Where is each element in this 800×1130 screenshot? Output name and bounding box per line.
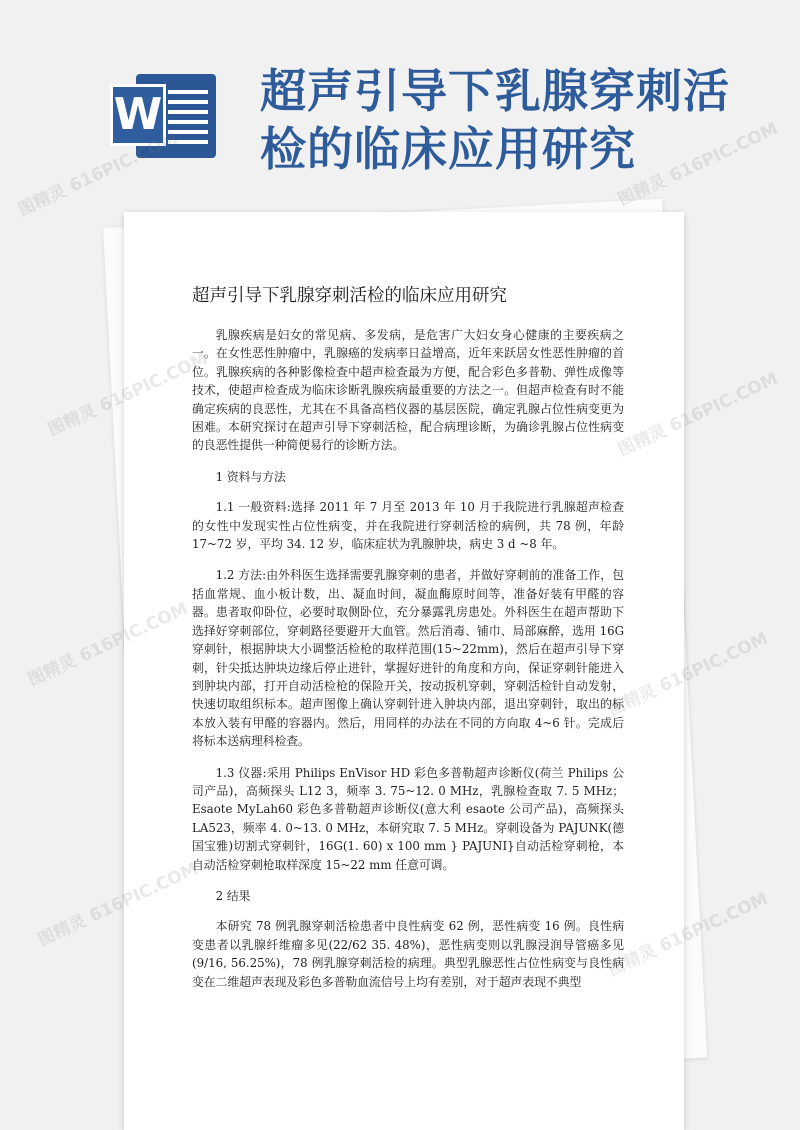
word-doc-line — [168, 100, 208, 104]
watermark: 图精灵 616PIC.COM — [34, 858, 202, 951]
section-heading-methods: 1 资料与方法 — [215, 469, 286, 484]
document-body — [192, 326, 624, 1004]
watermark: 图精灵 616PIC.COM — [24, 598, 192, 691]
watermark: 图精灵 616PIC.COM — [614, 118, 782, 211]
watermark: 616PIC.COM — [656, 888, 772, 957]
watermark: 图精灵 616PIC.COM — [14, 128, 182, 221]
paragraph-results: 本研究 78 例乳腺穿刺活检患者中良性病变 62 例，恶性病变 16 例。良性病变患者以乳腺纤维瘤多见(22/62 35. 48%)，恶性病变则以乳腺浸润导管癌多见(9/16, 56.25%)，78 例乳腺穿刺活检的病理。典型乳腺恶性占位性病变与良性病变在二维超声表现及彩色多普勒血流信号上均有差别，对于超声表现不典型 — [192, 919, 624, 989]
paragraph-general-data: 1.1 一般资料:选择 2011 年 7 月至 2013 年 10 月于我院进行乳腺超声检查的女性中发现实性占位性病变，并在我院进行穿刺活检的病例，共 78 例，年龄 17~72 岁，平均 34. 12 岁，临床症状为乳腺肿块，病史 3 d ~8 年。 — [192, 500, 624, 552]
watermark: 图精灵 616PIC.COM — [614, 368, 782, 461]
document-title: 超声引导下乳腺穿刺活检的临床应用研究 — [192, 286, 507, 306]
word-badge-letter: W — [110, 84, 166, 146]
word-document-icon — [110, 70, 220, 162]
paragraph-intro: 乳腺疾病是妇女的常见病、多发病，是危害广大妇女身心健康的主要疾病之一。在女性恶性肿瘤中，乳腺癌的发病率日益增高，近年来跃居女性恶性肿瘤的首位。乳腺疾病的各种影像检查中超声检查最为方便，配合彩色多普勒、弹性成像等技术，使超声检查成为临床诊断乳腺疾病最重要的方法之一。但超声检查有时不能确定疾病的良恶性，尤其在不具备高档仪器的基层医院，确定乳腺占位性病变更为困难。本研究探讨在超声引导下穿刺活检，配合病理诊断，为确诊乳腺占位性病变的良恶性提供一种简便易行的诊断方法。 — [192, 328, 624, 453]
section-heading-results: 2 结果 — [215, 888, 251, 903]
watermark: 图精灵 — [44, 400, 100, 441]
watermark: 图精灵 616PIC.COM — [604, 628, 772, 721]
word-doc-line — [168, 120, 208, 124]
document-page — [124, 212, 684, 1130]
paragraph-instruments: 1.3 仪器:采用 Philips EnVisor HD 彩色多普勒超声诊断仪(荷兰 Philips 公司产品)，高频探头 L12 3，频率 3. 75~12. 0 MHz，乳腺检查取 7. 5 MHz；Esaote MyLah60 彩色多普勒超声诊断仪(意大利 esaote 公司产品)，高频探头 LA523，频率 4. 0~13. 0 MHz，本研究取 7. 5 MHz。穿刺设备为 PAJUNK(德国宝雅)切割式穿刺针，16G(1. 60) x 100 mm } PAJUNI}自动活检穿刺枪，本自动活检穿刺枪取样深度 15~22 mm 任意可调。 — [192, 765, 624, 872]
banner-title: 超声引导下乳腺穿刺活检的临床应用研究 — [260, 64, 730, 176]
header-banner — [0, 0, 800, 200]
word-doc-line — [168, 140, 208, 144]
word-doc-line — [168, 90, 208, 94]
word-doc-line — [168, 130, 208, 134]
paragraph-method: 1.2 方法:由外科医生选择需要乳腺穿刺的患者，并做好穿刺前的准备工作，包括血常规、血小板计数，出、凝血时间，凝血酶原时间等，准备好装有甲醛的容器。患者取仰卧位，必要时取侧卧位，充分暴露乳房患处。外科医生在超声帮助下选择好穿刺部位，穿刺路径要避开大血管。然后消毒、铺巾、局部麻醉，选用 16G 穿刺针，根据肿块大小调整活检枪的取样范围(15~22mm)，然后在超声引导下穿刺，针尖抵达肿块边缘后停止进针，掌握好进针的角度和方向，保证穿刺针能进入到肿块内部，打开自动活检枪的保险开关，按动扳机穿刺，穿刺活检针自动发射，快速切取组织标本。超声图像上确认穿刺针进入肿块内部，退出穿刺针，取出的标本放入装有甲醛的容器内。然后，用同样的办法在不同的方向取 4~6 针。完成后将标本送病理科检查。 — [192, 568, 624, 749]
word-doc-line — [168, 110, 208, 114]
